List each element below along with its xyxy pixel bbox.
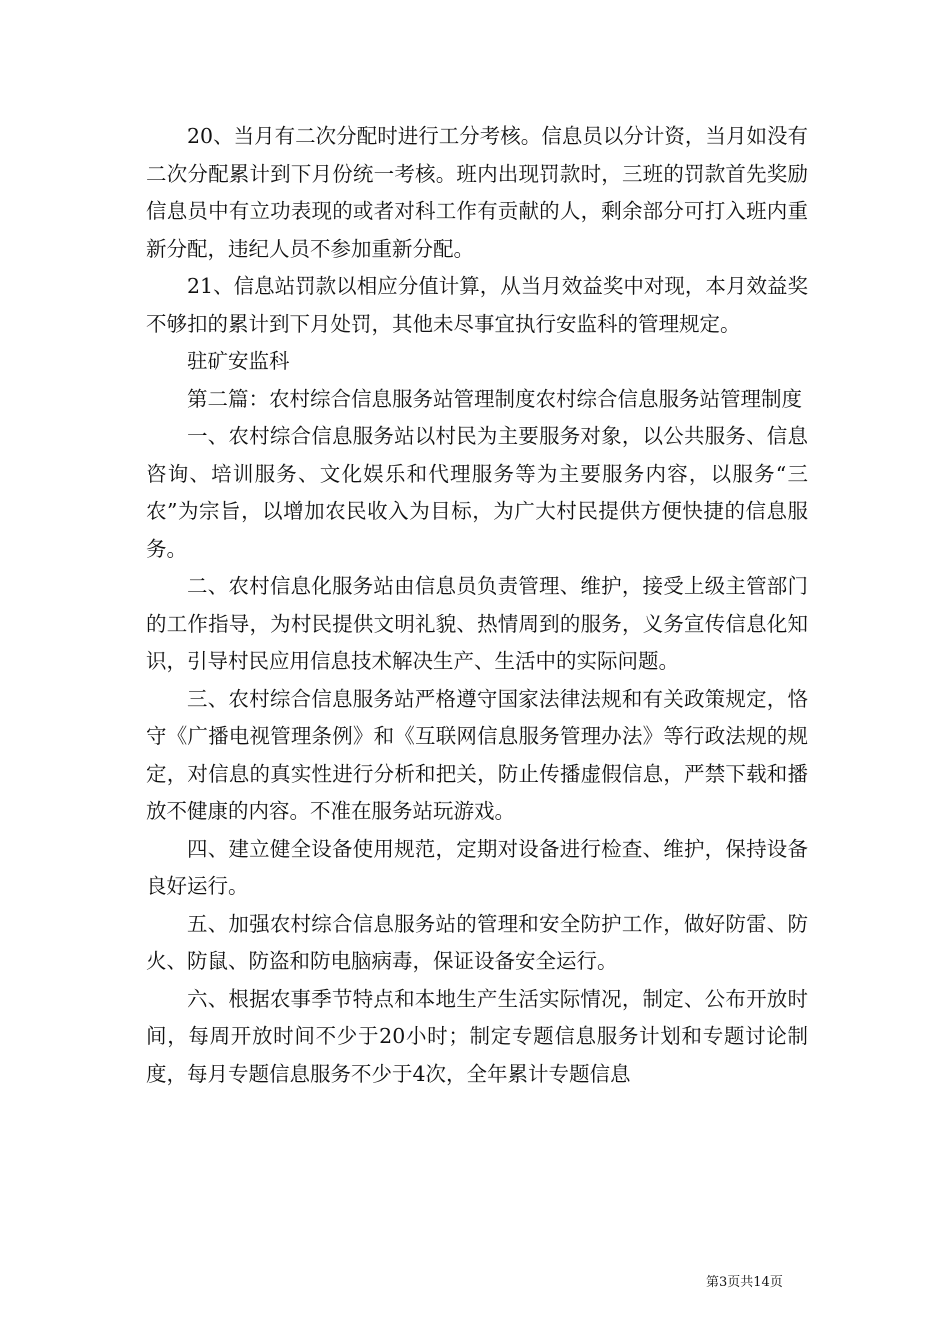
signature-line: 驻矿安监科 xyxy=(187,349,290,373)
paragraph-item-5: 五、加强农村综合信息服务站的管理和安全防护工作，做好防雷、防火、防鼠、防盗和防电脑病毒，保证设备安全运行。 xyxy=(146,911,808,973)
section-heading: 第二篇：农村综合信息服务站管理制度农村综合信息服务站管理制度 xyxy=(187,386,802,411)
page-number: 第3页共14页 xyxy=(706,1275,783,1290)
document-body xyxy=(146,118,808,1093)
paragraph-item-3: 三、农村综合信息服务站严格遵守国家法律法规和有关政策规定，恪守《广播电视管理条例》和《互联网信息服务管理办法》等行政法规的规定，对信息的真实性进行分析和把关，防止传播虚假信息，严禁下载和播放不健康的内容。不准在服务站玩游戏。 xyxy=(146,686,808,823)
paragraph-item-2: 二、农村信息化服务站由信息员负责管理、维护，接受上级主管部门的工作指导，为村民提供文明礼貌、热情周到的服务，义务宣传信息化知识，引导村民应用信息技术解决生产、生活中的实际问题。 xyxy=(146,574,808,673)
paragraph-item-1: 一、农村综合信息服务站以村民为主要服务对象，以公共服务、信息咨询、培训服务、文化娱乐和代理服务等为主要服务内容，以服务“三农”为宗旨，以增加农民收入为目标，为广大村民提供方便快捷的信息服务。 xyxy=(146,424,808,561)
paragraph-item-6: 六、根据农事季节特点和本地生产生活实际情况，制定、公布开放时间，每周开放时间不少于20小时；制定专题信息服务计划和专题讨论制度，每月专题信息服务不少于4次，全年累计专题信息 xyxy=(146,986,808,1086)
paragraph-21: 21、信息站罚款以相应分值计算，从当月效益奖中对现，本月效益奖不够扣的累计到下月处罚，其他未尽事宜执行安监科的管理规定。 xyxy=(146,274,808,336)
paragraph-20: 20、当月有二次分配时进行工分考核。信息员以分计资，当月如没有二次分配累计到下月份统一考核。班内出现罚款时，三班的罚款首先奖励信息员中有立功表现的或者对科工作有贡献的人，剩余部分可打入班内重新分配，违纪人员不参加重新分配。 xyxy=(146,124,808,261)
paragraph-item-4: 四、建立健全设备使用规范，定期对设备进行检查、维护，保持设备良好运行。 xyxy=(146,836,808,898)
